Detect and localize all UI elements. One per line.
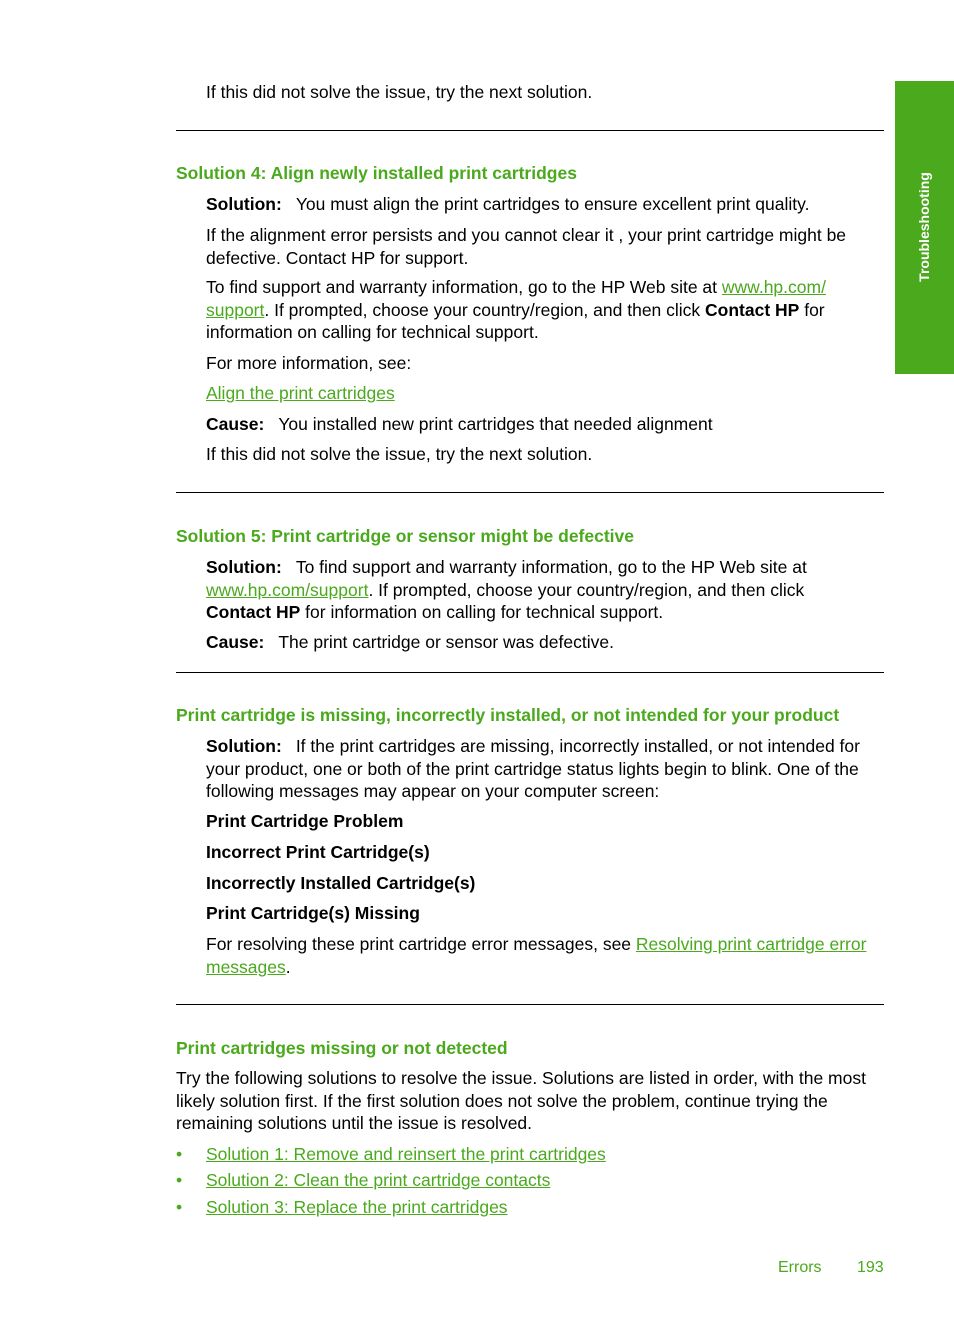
para-text: your product, one or both of the print cartridge status lights begin to blink. One of the <box>206 758 859 779</box>
para-text: for <box>799 299 825 320</box>
divider <box>176 1004 884 1005</box>
more-info-text: For more information, see: <box>206 353 412 373</box>
solution1-link[interactable]: Solution 1: Remove and reinsert the print cartridges <box>206 1144 606 1164</box>
solution5-solution <box>206 556 886 624</box>
solution-label: Solution: <box>206 736 282 756</box>
para-text: likely solution first. If the first solution does not solve the problem, continue trying the <box>176 1090 828 1111</box>
divider <box>176 130 884 131</box>
list-item <box>206 1169 886 1192</box>
para-text: for information on calling for technical support. <box>300 602 664 622</box>
error-message: Print Cartridge(s) Missing <box>206 903 420 923</box>
contact-hp-bold: Contact HP <box>705 299 800 320</box>
align-link-row <box>206 382 886 405</box>
not-detected-intro <box>176 1067 886 1135</box>
footer-section: Errors <box>778 1259 822 1276</box>
error-message: Print Cartridge Problem <box>206 811 404 831</box>
list-item <box>206 1196 886 1219</box>
not-detected-heading: Print cartridges missing or not detected <box>176 1038 508 1058</box>
bullet-icon: • <box>176 1144 183 1164</box>
section-tab <box>895 81 954 374</box>
para-text: To find support and warranty information, go to the HP Web site at <box>295 557 807 577</box>
solution5-cause <box>206 631 886 654</box>
solution4-next: If this did not solve the issue, try the next solution. <box>206 444 593 464</box>
solution4-solution <box>206 193 886 216</box>
error-message: Incorrectly Installed Cartridge(s) <box>206 873 476 893</box>
section-tab-label: Troubleshooting <box>916 172 932 282</box>
cause-text: The print cartridge or sensor was defective. <box>278 632 614 652</box>
solution-label: Solution: <box>206 194 282 214</box>
solution2-link[interactable]: Solution 2: Clean the print cartridge contacts <box>206 1170 551 1190</box>
solution4-cause <box>206 413 886 436</box>
align-cartridges-link[interactable]: Align the print cartridges <box>206 383 395 403</box>
solution-text: You must align the print cartridges to ensure excellent print quality. <box>295 194 810 214</box>
error-message: Incorrect Print Cartridge(s) <box>206 842 430 862</box>
resolving-errors-link[interactable]: Resolving print cartridge error <box>635 934 867 954</box>
para-text: information on calling for technical support. <box>206 322 539 342</box>
resolve-para <box>206 933 886 978</box>
missing-solution <box>206 735 886 803</box>
para-text: To find support and warranty information, go to the HP Web site at <box>206 277 722 297</box>
hp-support-link[interactable]: www.hp.com/support <box>206 579 369 600</box>
hp-support-link-cont[interactable]: support <box>206 299 265 320</box>
hp-support-link[interactable]: www.hp.com/ <box>721 277 826 297</box>
divider <box>176 492 884 493</box>
missing-heading: Print cartridge is missing, incorrectly installed, or not intended for your product <box>176 705 840 725</box>
cause-text: You installed new print cartridges that needed alignment <box>278 414 713 434</box>
para-text: For resolving these print cartridge error messages, see <box>206 934 636 954</box>
solution-label: Solution: <box>206 557 282 577</box>
solution4-para3 <box>206 276 886 344</box>
top-note: If this did not solve the issue, try the next solution. <box>206 82 593 102</box>
para-text: . If prompted, choose your country/region, and then click <box>368 579 805 600</box>
list-item <box>206 1143 886 1166</box>
solution5-heading: Solution 5: Print cartridge or sensor might be defective <box>176 526 634 546</box>
bullet-icon: • <box>176 1197 183 1217</box>
solution3-link[interactable]: Solution 3: Replace the print cartridges <box>206 1197 508 1217</box>
bullet-icon: • <box>176 1170 183 1190</box>
resolving-errors-link-cont[interactable]: messages <box>206 956 286 977</box>
solution4-heading: Solution 4: Align newly installed print cartridges <box>176 163 577 183</box>
solution4-para2: If the alignment error persists and you cannot clear it , your print cartridge might be defective. Contact HP for support. <box>206 225 847 268</box>
page-number: 193 <box>857 1259 884 1276</box>
para-text: remaining solutions until the issue is resolved. <box>176 1113 533 1133</box>
para-text: Try the following solutions to resolve the issue. Solutions are listed in order, with the most <box>176 1068 866 1088</box>
cause-label: Cause: <box>206 414 265 434</box>
divider <box>176 672 884 673</box>
para-text: . If prompted, choose your country/region, and then click <box>264 299 706 320</box>
para-text: If the print cartridges are missing, incorrectly installed, or not intended for <box>295 736 860 756</box>
contact-hp-bold: Contact HP <box>206 602 301 622</box>
para-text: following messages may appear on your computer screen: <box>206 781 660 801</box>
cause-label: Cause: <box>206 632 265 652</box>
para-text: . <box>285 956 291 977</box>
